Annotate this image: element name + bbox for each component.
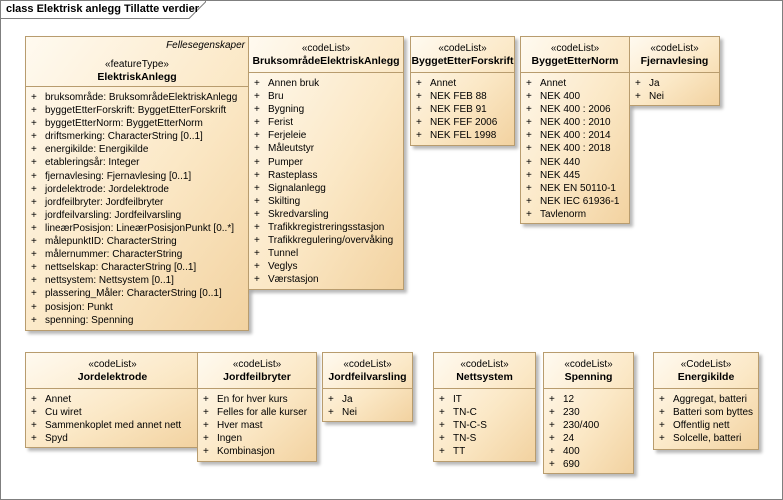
item-label: Aggregat, batteri (673, 394, 747, 405)
item-label: Sammenkoplet med annet nett (45, 420, 182, 432)
public-visibility-icon: + (416, 117, 422, 129)
item-label: NEK 400 : 2006 (540, 104, 611, 116)
public-visibility-icon: + (254, 117, 260, 129)
public-visibility-icon: + (549, 433, 555, 445)
item-label: TT (453, 446, 466, 458)
literal-list (323, 389, 412, 419)
list-item[interactable] (249, 142, 403, 155)
item-label: nettsystem: Nettsystem [0..1] (45, 275, 174, 287)
public-visibility-icon: + (526, 91, 532, 103)
literal-list (411, 73, 514, 142)
frame-title: class Elektrisk anlegg Tillatte verdier (6, 3, 200, 15)
list-item[interactable] (521, 182, 629, 195)
list-item[interactable] (521, 208, 629, 221)
item-label: nettselskap: CharacterString [0..1] (45, 262, 197, 274)
public-visibility-icon: + (31, 118, 37, 130)
public-visibility-icon: + (526, 130, 532, 142)
list-item[interactable] (26, 156, 248, 169)
class-package: Fellesegenskaper (166, 40, 245, 51)
list-item[interactable] (521, 195, 629, 208)
item-label: NEK EN 50110-1 (540, 182, 616, 194)
class-elektriskanlegg[interactable] (25, 36, 249, 331)
class-stereotype: «featureType» (105, 59, 169, 70)
public-visibility-icon: + (31, 249, 37, 261)
class-stereotype: «codeList» (88, 359, 137, 370)
item-label: Annen bruk (268, 78, 320, 89)
public-visibility-icon: + (439, 446, 445, 458)
list-item[interactable] (198, 445, 316, 458)
item-label: spenning: Spenning (45, 314, 134, 326)
list-item[interactable] (249, 260, 403, 273)
public-visibility-icon: + (31, 288, 37, 300)
list-item[interactable] (411, 77, 514, 90)
item-label: NEK FEF 2006 (430, 117, 498, 129)
item-label: byggetEtterForskrift: ByggetEtterForskrift (45, 105, 227, 117)
class-stereotype: «codeList» (564, 359, 613, 370)
item-label: Annet (540, 78, 567, 89)
item-label: 690 (563, 459, 580, 471)
list-item[interactable] (26, 196, 248, 209)
list-item[interactable] (544, 406, 633, 419)
class-name: ElektriskAnlegg (97, 71, 177, 83)
item-label: NEK FEB 91 (430, 104, 487, 116)
item-label: lineærPosisjon: LineærPosisjonPunkt [0..*] (45, 222, 234, 234)
item-label: Offentlig nett (673, 420, 730, 432)
list-item[interactable] (249, 156, 403, 169)
list-item[interactable] (249, 182, 403, 195)
public-visibility-icon: + (416, 91, 422, 103)
item-label: Trafikkregistreringsstasjon (268, 222, 385, 234)
item-label: 230 (563, 407, 580, 419)
public-visibility-icon: + (659, 407, 665, 419)
list-item[interactable] (630, 77, 719, 90)
list-item[interactable] (434, 432, 535, 445)
item-label: NEK IEC 61936-1 (540, 195, 620, 207)
list-item[interactable] (249, 77, 403, 90)
public-visibility-icon: + (31, 236, 37, 248)
literal-list (198, 389, 316, 458)
list-item[interactable] (26, 314, 248, 327)
list-item[interactable] (26, 274, 248, 287)
class-header (630, 37, 719, 73)
list-item[interactable] (434, 393, 535, 406)
public-visibility-icon: + (526, 208, 532, 220)
class-bruksomradeelektriskanlegg[interactable] (248, 36, 404, 290)
item-label: Spyd (45, 433, 68, 445)
item-label: Nei (649, 91, 665, 103)
class-fjernavlesing[interactable] (629, 36, 720, 106)
item-label: Ingen (217, 433, 243, 445)
literal-list (26, 389, 199, 445)
public-visibility-icon: + (254, 248, 260, 260)
public-visibility-icon: + (31, 131, 37, 143)
item-label: Bygning (268, 104, 305, 116)
public-visibility-icon: + (203, 446, 209, 458)
list-item[interactable] (249, 208, 403, 221)
class-stereotype: «CodeList» (680, 359, 732, 370)
item-label: energikilde: Energikilde (45, 144, 149, 156)
list-item[interactable] (521, 116, 629, 129)
item-label: jordfeilbryter: Jordfeilbryter (45, 196, 164, 208)
list-item[interactable] (26, 261, 248, 274)
list-item[interactable] (26, 301, 248, 314)
item-label: NEK 400 : 2010 (540, 117, 611, 129)
list-item[interactable] (26, 235, 248, 248)
public-visibility-icon: + (659, 394, 665, 405)
list-item[interactable] (249, 103, 403, 116)
class-header (521, 37, 629, 73)
public-visibility-icon: + (31, 209, 37, 221)
list-item[interactable] (198, 432, 316, 445)
item-label: Signalanlegg (268, 182, 326, 194)
class-jordelektrode[interactable] (25, 352, 200, 448)
item-label: Værstasjon (268, 274, 319, 286)
public-visibility-icon: + (549, 394, 555, 405)
item-label: etableringsår: Integer (45, 157, 140, 169)
public-visibility-icon: + (549, 407, 555, 419)
item-label: målernummer: CharacterString (45, 249, 183, 261)
public-visibility-icon: + (254, 208, 260, 220)
public-visibility-icon: + (254, 130, 260, 142)
item-label: Bru (268, 91, 284, 103)
public-visibility-icon: + (526, 143, 532, 155)
public-visibility-icon: + (31, 262, 37, 274)
list-item[interactable] (198, 419, 316, 432)
item-label: 24 (563, 433, 575, 445)
public-visibility-icon: + (254, 274, 260, 286)
public-visibility-icon: + (254, 235, 260, 247)
list-item[interactable] (544, 393, 633, 406)
public-visibility-icon: + (254, 195, 260, 207)
public-visibility-icon: + (659, 433, 665, 445)
item-label: Ferist (268, 117, 293, 129)
item-label: NEK 445 (540, 169, 581, 181)
public-visibility-icon: + (254, 156, 260, 168)
list-item[interactable] (544, 432, 633, 445)
item-label: Kombinasjon (217, 446, 275, 458)
item-label: jordfeilvarsling: Jordfeilvarsling (45, 209, 182, 221)
list-item[interactable] (198, 393, 316, 406)
list-item[interactable] (521, 169, 629, 182)
public-visibility-icon: + (203, 433, 209, 445)
class-header (434, 353, 535, 389)
class-name: Jordelektrode (77, 371, 148, 383)
public-visibility-icon: + (416, 130, 422, 142)
public-visibility-icon: + (549, 420, 555, 432)
list-item[interactable] (544, 458, 633, 471)
class-header (198, 353, 316, 389)
item-label: En for hver kurs (217, 394, 288, 405)
class-name: Fjernavlesing (640, 55, 709, 67)
item-label: fjernavlesing: Fjernavlesing [0..1] (45, 170, 192, 182)
public-visibility-icon: + (254, 182, 260, 194)
public-visibility-icon: + (254, 143, 260, 155)
item-label: Nei (342, 407, 358, 419)
public-visibility-icon: + (549, 459, 555, 471)
public-visibility-icon: + (439, 433, 445, 445)
class-spenning[interactable] (543, 352, 634, 474)
class-header (26, 37, 248, 87)
list-item[interactable] (249, 247, 403, 260)
list-item[interactable] (411, 129, 514, 142)
public-visibility-icon: + (31, 275, 37, 287)
list-item[interactable] (249, 116, 403, 129)
class-stereotype: «codeList» (460, 359, 509, 370)
list-item[interactable] (249, 195, 403, 208)
item-label: jordelektrode: Jordelektrode (45, 183, 169, 195)
item-label: Pumper (268, 156, 304, 168)
list-item[interactable] (434, 406, 535, 419)
public-visibility-icon: + (31, 196, 37, 208)
list-item[interactable] (249, 169, 403, 182)
item-label: Solcelle, batteri (673, 433, 742, 445)
class-name: Jordfeilvarsling (328, 371, 407, 383)
public-visibility-icon: + (526, 117, 532, 129)
list-item[interactable] (630, 90, 719, 103)
item-label: Tavlenorm (540, 208, 587, 220)
item-label: byggetEtterNorm: ByggetEtterNorm (45, 118, 203, 130)
list-item[interactable] (249, 273, 403, 286)
class-stereotype: «codeList» (301, 43, 351, 54)
literal-list (249, 73, 403, 287)
class-name: Energikilde (677, 371, 735, 383)
list-item[interactable] (26, 406, 199, 419)
class-header (26, 353, 199, 389)
public-visibility-icon: + (328, 394, 334, 405)
item-label: 400 (563, 446, 580, 458)
class-header (654, 353, 758, 389)
literal-list (654, 389, 758, 445)
item-label: Cu wiret (45, 407, 82, 419)
public-visibility-icon: + (526, 169, 532, 181)
list-item[interactable] (521, 142, 629, 155)
public-visibility-icon: + (254, 91, 260, 103)
item-label: Ja (342, 394, 353, 405)
item-label: Veglys (268, 261, 298, 273)
public-visibility-icon: + (31, 314, 37, 326)
list-item[interactable] (26, 130, 248, 143)
class-name: Jordfeilbryter (223, 371, 291, 383)
list-item[interactable] (411, 116, 514, 129)
public-visibility-icon: + (254, 222, 260, 234)
item-label: plassering_Måler: CharacterString [0..1] (45, 288, 222, 300)
class-energikilde[interactable] (653, 352, 759, 450)
item-label: NEK 400 : 2014 (540, 130, 611, 142)
list-item[interactable] (249, 90, 403, 103)
class-stereotype: «codeList» (232, 359, 282, 370)
list-item[interactable] (26, 170, 248, 183)
public-visibility-icon: + (31, 394, 37, 405)
list-item[interactable] (26, 419, 199, 432)
public-visibility-icon: + (635, 78, 641, 89)
class-stereotype: «codeList» (650, 43, 699, 54)
public-visibility-icon: + (526, 78, 532, 89)
list-item[interactable] (521, 156, 629, 169)
item-label: TN-C-S (453, 420, 487, 432)
public-visibility-icon: + (203, 420, 209, 432)
list-item[interactable] (544, 419, 633, 432)
class-jordfeilbryter[interactable] (197, 352, 317, 462)
public-visibility-icon: + (416, 104, 422, 116)
public-visibility-icon: + (203, 407, 209, 419)
public-visibility-icon: + (254, 104, 260, 116)
public-visibility-icon: + (659, 420, 665, 432)
class-name: Nettsystem (456, 371, 513, 383)
list-item[interactable] (434, 419, 535, 432)
list-item[interactable] (26, 393, 199, 406)
public-visibility-icon: + (526, 195, 532, 207)
list-item[interactable] (411, 90, 514, 103)
public-visibility-icon: + (31, 170, 37, 182)
list-item[interactable] (26, 117, 248, 130)
list-item[interactable] (323, 406, 412, 419)
class-header (411, 37, 514, 73)
public-visibility-icon: + (31, 301, 37, 313)
public-visibility-icon: + (439, 407, 445, 419)
item-label: Trafikkregulering/overvåking (268, 235, 394, 247)
list-item[interactable] (26, 104, 248, 117)
class-name: BruksområdeElektriskAnlegg (252, 55, 400, 67)
item-label: Felles for alle kurser (217, 407, 308, 419)
class-stereotype: «codeList» (550, 43, 600, 54)
list-item[interactable] (434, 445, 535, 458)
public-visibility-icon: + (31, 420, 37, 432)
public-visibility-icon: + (31, 433, 37, 445)
class-stereotype: «codeList» (438, 43, 487, 54)
attribute-list (26, 87, 248, 327)
list-item[interactable] (198, 406, 316, 419)
list-item[interactable] (26, 222, 248, 235)
item-label: Rasteplass (268, 169, 318, 181)
public-visibility-icon: + (31, 407, 37, 419)
list-item[interactable] (26, 143, 248, 156)
item-label: Måleutstyr (268, 143, 315, 155)
public-visibility-icon: + (416, 78, 422, 89)
item-label: driftsmerking: CharacterString [0..1] (45, 131, 203, 143)
literal-list (521, 73, 629, 221)
item-label: TN-S (453, 433, 477, 445)
public-visibility-icon: + (254, 261, 260, 273)
class-header (544, 353, 633, 389)
list-item[interactable] (26, 183, 248, 196)
list-item[interactable] (654, 432, 758, 445)
public-visibility-icon: + (254, 169, 260, 181)
class-header (323, 353, 412, 389)
item-label: Tunnel (268, 248, 299, 260)
item-label: NEK 400 (540, 91, 581, 103)
list-item[interactable] (411, 103, 514, 116)
public-visibility-icon: + (31, 92, 37, 103)
list-item[interactable] (654, 393, 758, 406)
class-header (249, 37, 403, 73)
class-name: Spenning (564, 371, 613, 383)
item-label: Ferjeleie (268, 130, 307, 142)
item-label: Skredvarsling (268, 208, 329, 220)
literal-list (630, 73, 719, 103)
class-name: ByggetEtterNorm (531, 55, 619, 67)
public-visibility-icon: + (439, 394, 445, 405)
item-label: Annet (45, 394, 72, 405)
item-label: Annet (430, 78, 457, 89)
item-label: NEK FEL 1998 (430, 130, 497, 142)
item-label: NEK 440 (540, 156, 581, 168)
list-item[interactable] (323, 393, 412, 406)
list-item[interactable] (249, 221, 403, 234)
class-stereotype: «codeList» (343, 359, 392, 370)
item-label: 230/400 (563, 420, 600, 432)
item-label: Batteri som byttes (673, 407, 754, 419)
public-visibility-icon: + (203, 394, 209, 405)
list-item[interactable] (521, 77, 629, 90)
list-item[interactable] (521, 103, 629, 116)
item-label: Ja (649, 78, 660, 89)
item-label: Hver mast (217, 420, 263, 432)
class-byggetetternorm[interactable] (520, 36, 630, 224)
public-visibility-icon: + (31, 183, 37, 195)
item-label: NEK 400 : 2018 (540, 143, 611, 155)
public-visibility-icon: + (635, 91, 641, 103)
public-visibility-icon: + (526, 156, 532, 168)
item-label: bruksområde: BruksområdeElektriskAnlegg (45, 92, 238, 103)
item-label: målepunktID: CharacterString (45, 236, 177, 248)
public-visibility-icon: + (31, 222, 37, 234)
list-item[interactable] (26, 287, 248, 300)
public-visibility-icon: + (254, 78, 260, 89)
literal-list (544, 389, 633, 472)
list-item[interactable] (654, 406, 758, 419)
item-label: TN-C (453, 407, 477, 419)
class-nettsystem[interactable] (433, 352, 536, 462)
class-byggetetterforskrift[interactable] (410, 36, 515, 146)
item-label: 12 (563, 394, 575, 405)
list-item[interactable] (249, 234, 403, 247)
public-visibility-icon: + (439, 420, 445, 432)
public-visibility-icon: + (328, 407, 334, 419)
item-label: Skilting (268, 195, 301, 207)
item-label: IT (453, 394, 462, 405)
list-item[interactable] (654, 419, 758, 432)
class-jordfeilvarsling[interactable] (322, 352, 413, 422)
list-item[interactable] (26, 432, 199, 445)
public-visibility-icon: + (31, 144, 37, 156)
public-visibility-icon: + (31, 105, 37, 117)
public-visibility-icon: + (31, 157, 37, 169)
literal-list (434, 389, 535, 458)
public-visibility-icon: + (526, 182, 532, 194)
list-item[interactable] (521, 129, 629, 142)
public-visibility-icon: + (549, 446, 555, 458)
list-item[interactable] (249, 129, 403, 142)
list-item[interactable] (26, 209, 248, 222)
list-item[interactable] (26, 91, 248, 104)
list-item[interactable] (521, 90, 629, 103)
class-name: ByggetEtterForskrift (411, 55, 514, 67)
item-label: NEK FEB 88 (430, 91, 487, 103)
item-label: posisjon: Punkt (45, 301, 113, 313)
public-visibility-icon: + (526, 104, 532, 116)
list-item[interactable] (544, 445, 633, 458)
list-item[interactable] (26, 248, 248, 261)
